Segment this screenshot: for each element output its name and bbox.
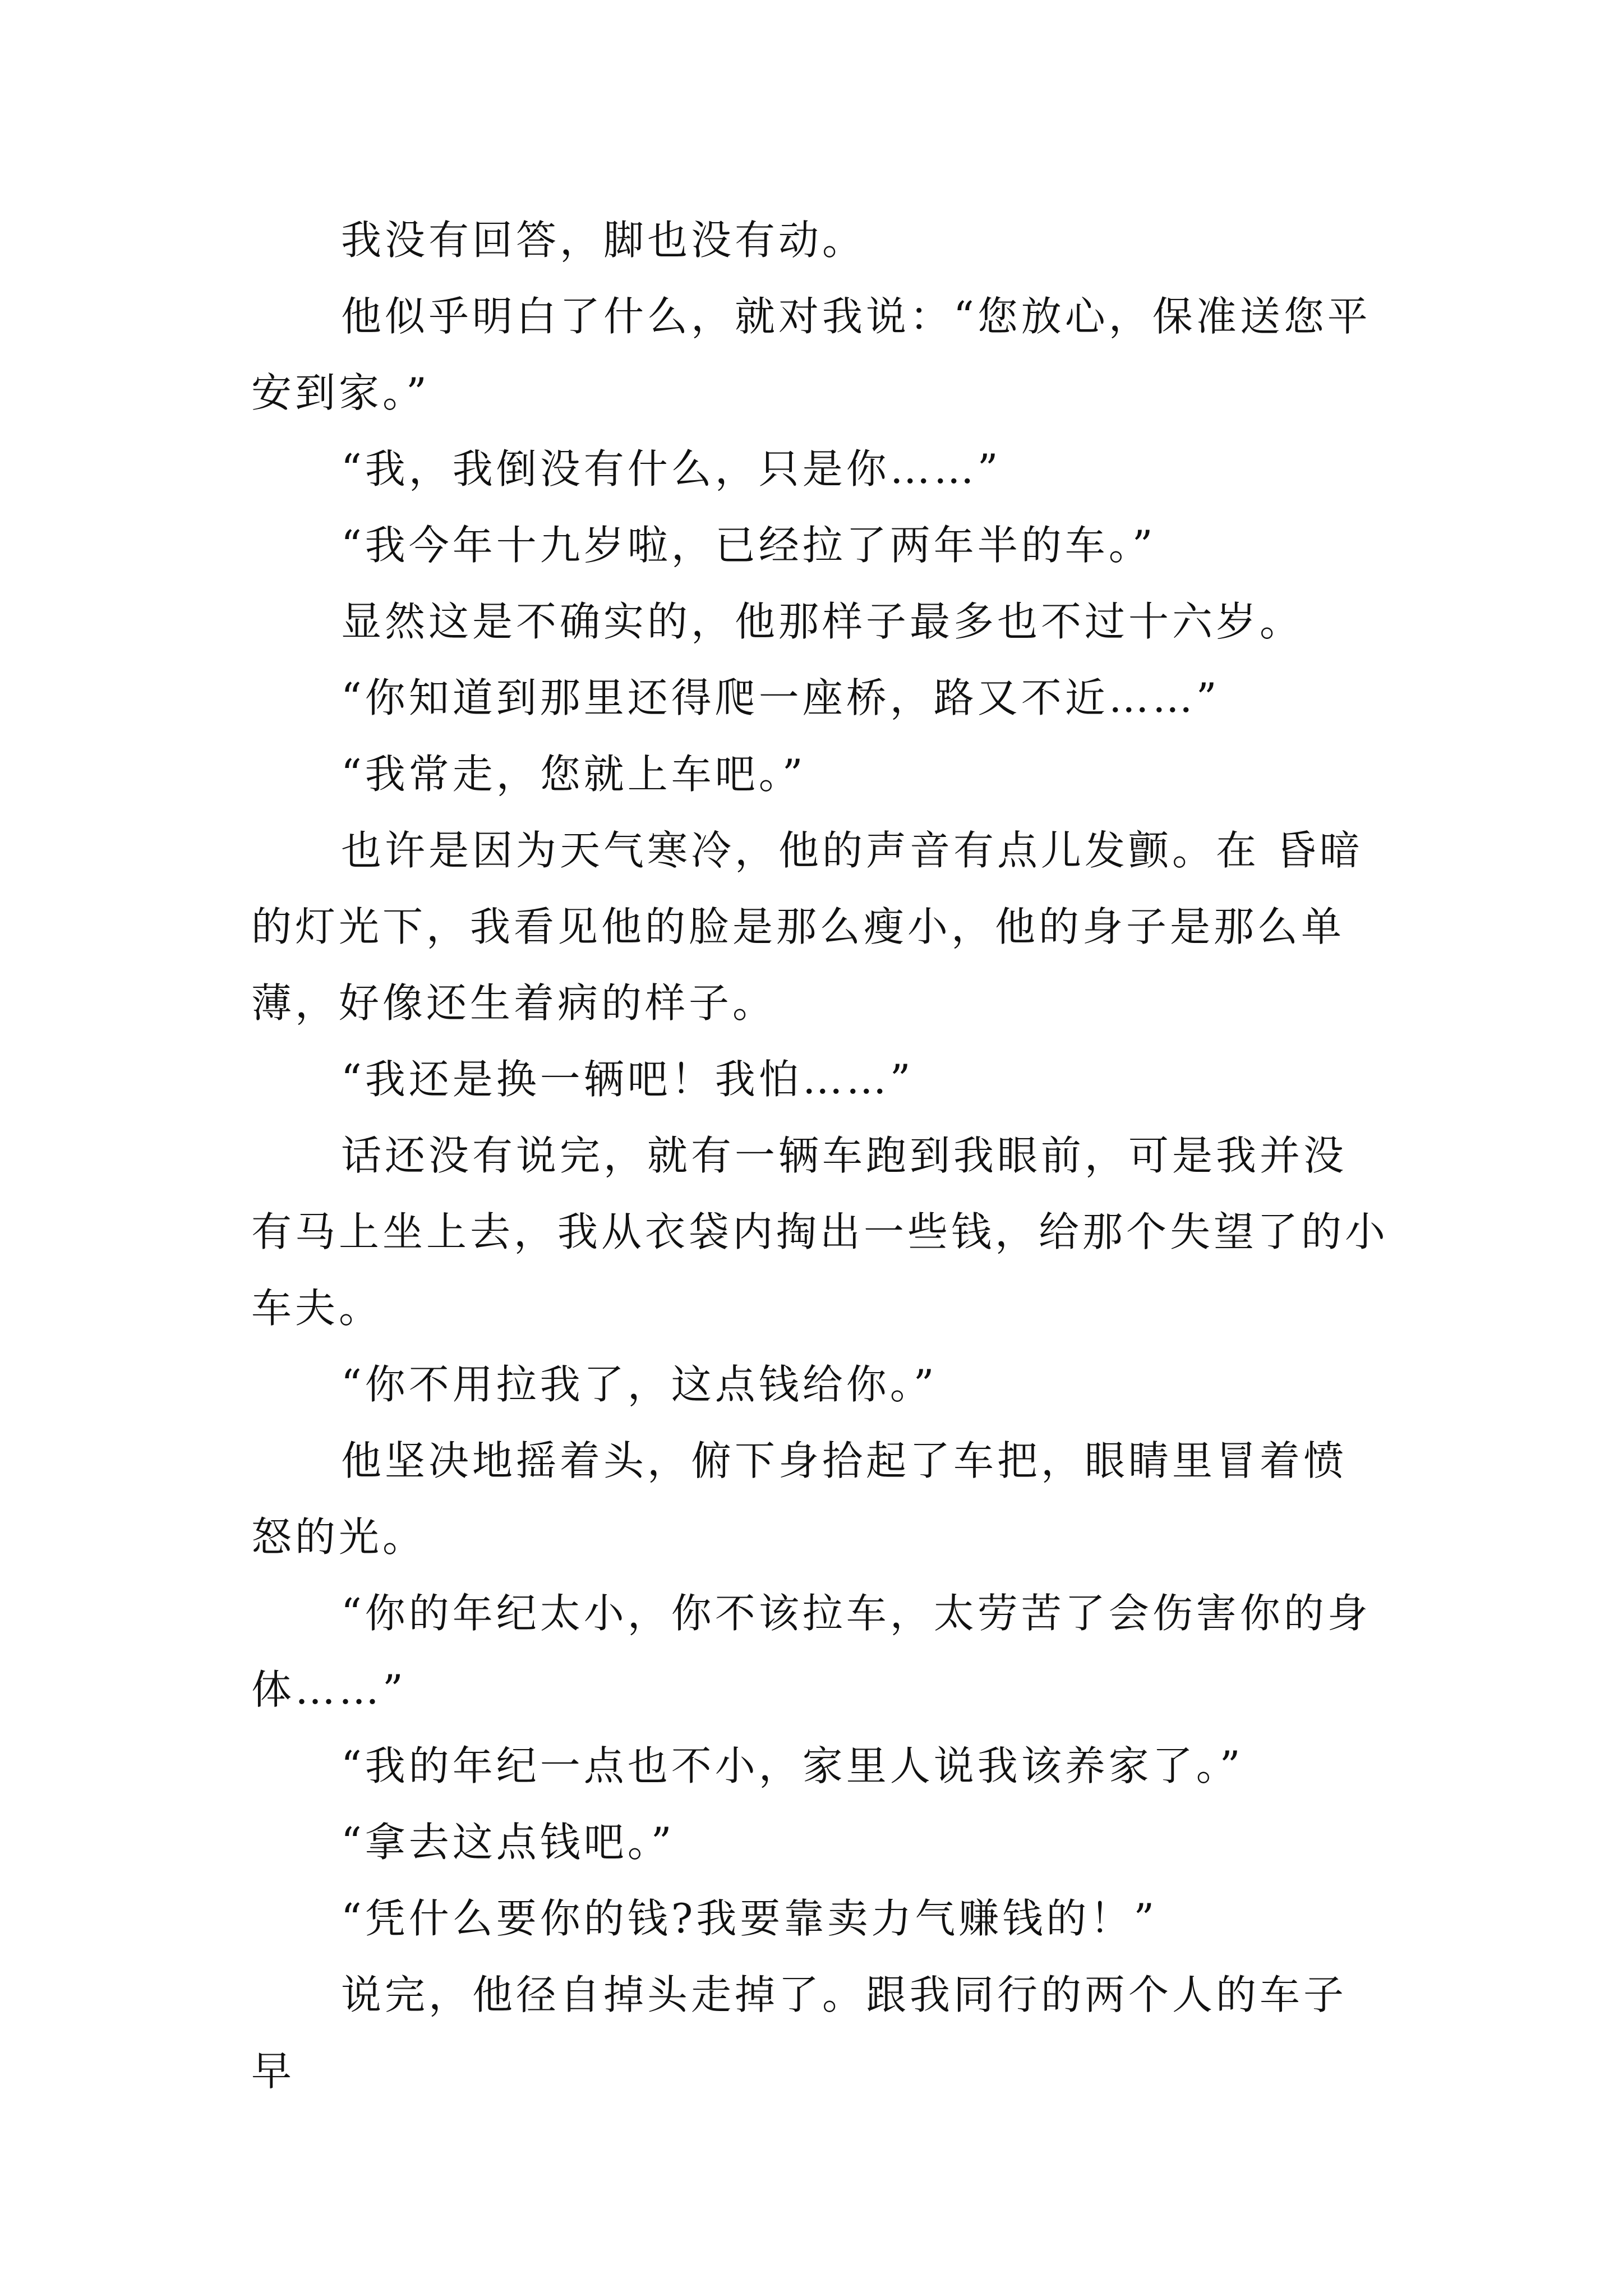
paragraph: “拿去这点钱吧。” bbox=[341, 1819, 675, 1866]
paragraph: “你的年纪太小，你不该拉车，太劳苦了会伤害你的身体……” bbox=[251, 1590, 1371, 1713]
paragraph: 话还没有说完，就有一辆车跑到我眼前，可是我并没有马上坐上去，我从衣袋内掏出一些钱，给那个失望了的小车夫。 bbox=[251, 1132, 1389, 1332]
paragraph: 也许是因为天气寒冷，他的声音有点儿发颤。在 昏暗的灯光下，我看见他的脸是那么瘦小，他的身子是那么单薄，好像还生着病的样子。 bbox=[251, 827, 1363, 1027]
paragraph: 他坚决地摇着头，俯下身拾起了车把，眼睛里冒着愤怒的光。 bbox=[251, 1437, 1348, 1561]
paragraph: “我，我倒没有什么，只是你……” bbox=[341, 445, 1002, 493]
paragraph: “我今年十九岁啦，已经拉了两年半的车。” bbox=[341, 522, 1156, 569]
paragraph: “我的年纪一点也不小，家里人说我该养家了。” bbox=[341, 1742, 1244, 1789]
paragraph: “凭什么要你的钱?我要靠卖力气赚钱的！” bbox=[341, 1895, 1158, 1942]
paragraph: “你知道到那里还得爬一座桥，路又不近……” bbox=[341, 674, 1220, 721]
paragraph: “我常走，您就上车吧。” bbox=[341, 751, 806, 798]
paragraph: 他似乎明白了什么，就对我说：“您放心，保准送您平安到家。” bbox=[251, 293, 1371, 416]
paragraph: “我还是换一辆吧！我怕……” bbox=[341, 1056, 914, 1103]
paragraph: 说完，他径自掉头走掉了。跟我同行的两个人的车子早 bbox=[251, 1971, 1348, 2095]
paragraph: 显然这是不确实的，他那样子最多也不过十六岁。 bbox=[341, 598, 1304, 645]
paragraph: “你不用拉我了，这点钱给你。” bbox=[341, 1361, 938, 1408]
paragraph: 我没有回答，脚也没有动。 bbox=[341, 217, 866, 264]
document-body bbox=[251, 202, 1390, 2109]
